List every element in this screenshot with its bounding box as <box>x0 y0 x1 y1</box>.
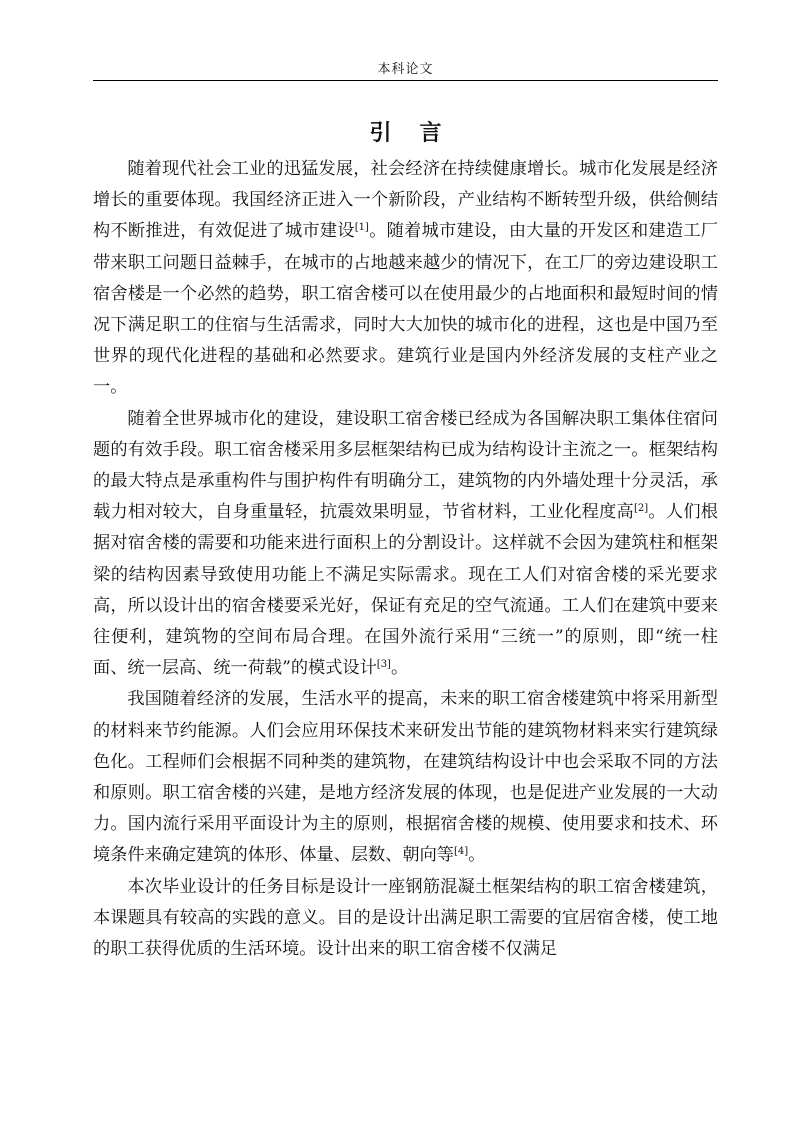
paragraph-text: 随着全世界城市化的建设，建设职工宿舍楼已经成为各国解决职工集体住宿问题的有效手段。职工宿舍楼采用多层框架结构已成为结构设计主流之一。框架结构的最大特点是承重构件与围护构件有明确分工，建筑物的内外墙处理十分灵活，承载力相对较大，自身重量轻，抗震效果明显，节省材料，工业化程度高 <box>93 408 718 523</box>
paragraph <box>93 684 718 871</box>
citation-ref: [2] <box>634 503 649 515</box>
header-rule <box>93 80 718 81</box>
body-text <box>93 154 718 965</box>
paragraph-text: 本次毕业设计的任务目标是设计一座钢筋混凝土框架结构的职工宿舍楼建筑，本课题具有较高的实践的意义。目的是设计出满足职工需要的宜居宿舍楼，使工地的职工获得优质的生活环境。设计出来的职工宿舍楼不仅满足 <box>93 876 718 960</box>
paragraph-text: 随着现代社会工业的迅猛发展，社会经济在持续健康增长。城市化发展是经济增长的重要体现。我国经济正进入一个新阶段，产业结构不断转型升级，供给侧结构不断推进，有效促进了城市建设 <box>93 159 718 242</box>
paragraph <box>93 154 718 404</box>
citation-ref: [1] <box>354 222 369 234</box>
paragraph <box>93 872 718 966</box>
citation-ref: [4] <box>453 846 469 858</box>
paragraph-text: 我国随着经济的发展，生活水平的提高，未来的职工宿舍楼建筑中将采用新型的材料来节约能源。人们会应用环保技术来研发出节能的建筑物材料来实行建筑绿色化。工程师们会根据不同种类的建筑物，在建筑结构设计中也会采取不同的方法和原则。职工宿舍楼的兴建，是地方经济发展的体现，也是促进产业发展的一大动力。国内流行采用平面设计为主的原则，根据宿舍楼的规模、使用要求和技术、环境条件来确定建筑的体形、体量、层数、朝向等 <box>93 689 718 866</box>
paragraph <box>93 404 718 685</box>
citation-ref: [3] <box>376 659 391 671</box>
paragraph-text: 。人们根据对宿舍楼的需要和功能来进行面积上的分割设计。这样就不会因为建筑柱和框架梁的结构因素导致使用功能上不满足实际需求。现在工人们对宿舍楼的采光要求高，所以设计出的宿舍楼要采光好，保证有充足的空气流通。工人们在建筑中要来往便利，建筑物的空间布局合理。在国外流行采用“三统一”的原则，即“统一柱面、统一层高、统一荷载”的模式设计 <box>93 502 718 679</box>
paragraph-text: 。随着城市建设，由大量的开发区和建造工厂带来职工问题日益棘手，在城市的占地越来越少的情况下，在工厂的旁边建设职工宿舍楼是一个必然的趋势，职工宿舍楼可以在使用最少的占地面积和最短时间的情况下满足职工的住宿与生活需求，同时大大加快的城市化的进程，这也是中国乃至世界的现代化进程的基础和必然要求。建筑行业是国内外经济发展的支柱产业之一。 <box>93 221 718 398</box>
paragraph-text: 。 <box>390 658 409 679</box>
section-title: 引言 <box>369 120 470 146</box>
paragraph-text: 。 <box>468 845 486 866</box>
running-header: 本科论文 <box>377 62 434 77</box>
